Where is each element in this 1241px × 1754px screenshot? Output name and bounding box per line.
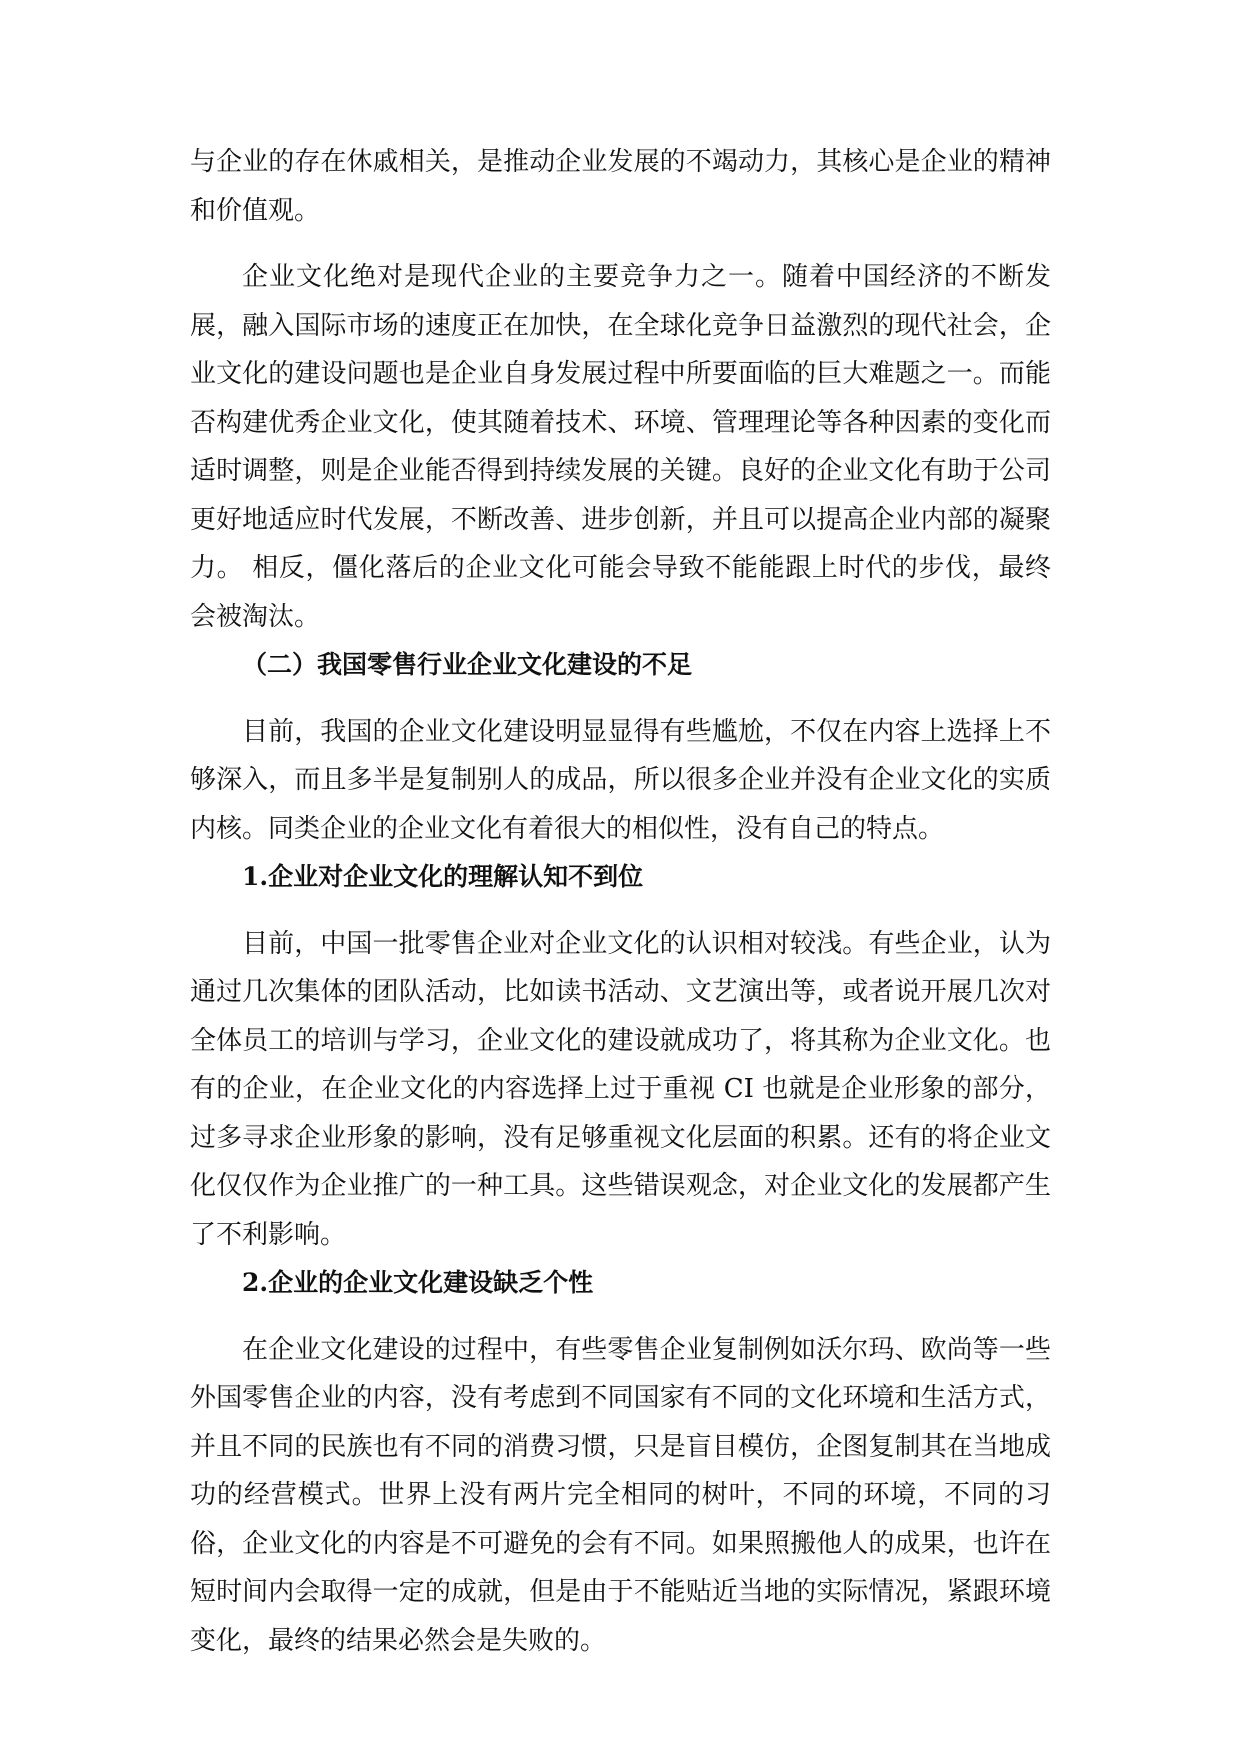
section-heading-shortcomings: （二）我国零售行业企业文化建设的不足 bbox=[242, 650, 693, 679]
subsection-heading-understanding: 1.企业对企业文化的理解认知不到位 bbox=[242, 862, 644, 891]
paragraph-continuation: 与企业的存在休戚相关，是推动企业发展的不竭动力，其核心是企业的精神和价值观。 bbox=[190, 147, 1051, 226]
subsection-heading-individuality: 2.企业的企业文化建设缺乏个性 bbox=[242, 1268, 594, 1297]
paragraph-current-status: 目前，我国的企业文化建设明显显得有些尴尬，不仅在内容上选择上不够深入，而且多半是复制别人的成品，所以很多企业并没有企业文化的实质内核。同类企业的企业文化有着很大的相似性，没有自己的特点。 bbox=[190, 716, 1051, 844]
paragraph-individuality: 在企业文化建设的过程中，有些零售企业复制例如沃尔玛、欧尚等一些外国零售企业的内容，没有考虑到不同国家有不同的文化环境和生活方式，并且不同的民族也有不同的消费习惯，只是盲目模仿，企图复制其在当地成功的经营模式。世界上没有两片完全相同的树叶，不同的环境，不同的习俗，企业文化的内容是不可避免的会有不同。如果照搬他人的成果，也许在短时间内会取得一定的成就，但是由于不能贴近当地的实际情况，紧跟环境变化，最终的结果必然会是失败的。 bbox=[190, 1334, 1051, 1656]
paragraph-understanding: 目前，中国一批零售企业对企业文化的认识相对较浅。有些企业，认为通过几次集体的团队活动，比如读书活动、文艺演出等，或者说开展几次对全体员工的培训与学习，企业文化的建设就成功了，将其称为企业文化。也有的企业，在企业文化的内容选择上过于重视 CI 也就是企业形象的部分，过多寻求企业形象的影响，没有足够重视文化层面的积累。还有的将企业文化仅仅作为企业推广的一种工具。这些错误观念，对企业文化的发展都产生了不利影响。 bbox=[190, 928, 1051, 1250]
document-page bbox=[190, 138, 1051, 1665]
paragraph-culture-competitiveness: 企业文化绝对是现代企业的主要竞争力之一。随着中国经济的不断发展，融入国际市场的速度正在加快，在全球化竞争日益激烈的现代社会，企业文化的建设问题也是企业自身发展过程中所要面临的巨大难题之一。而能否构建优秀企业文化，使其随着技术、环境、管理理论等各种因素的变化而适时调整，则是企业能否得到持续发展的关键。良好的企业文化有助于公司更好地适应时代发展，不断改善、进步创新，并且可以提高企业内部的凝聚力。 相反，僵化落后的企业文化可能会导致不能能跟上时代的步伐，最终会被淘汰。 bbox=[190, 262, 1051, 632]
